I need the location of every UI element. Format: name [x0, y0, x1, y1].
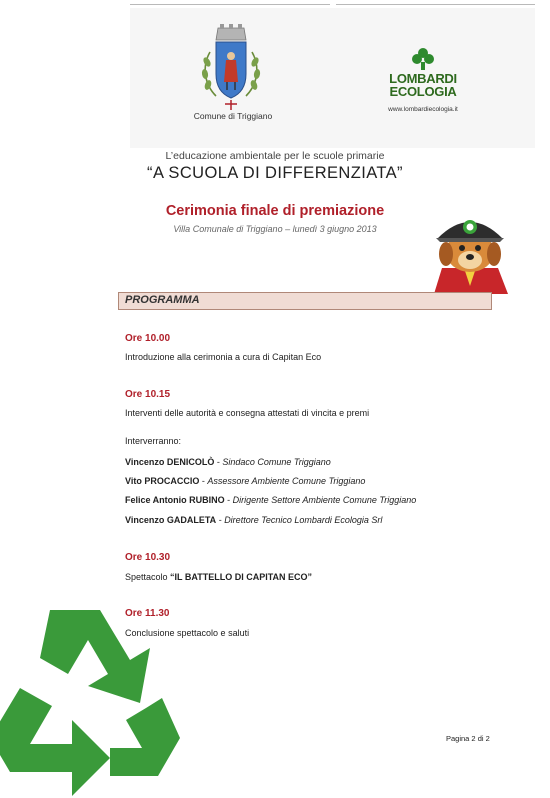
lombardi-logo-line2: ECOLOGIA [389, 84, 457, 99]
page-number: Pagina 2 di 2 [446, 734, 490, 743]
speakers-intro: Interverranno: [125, 436, 182, 446]
slot4-time: Ore 11.30 [125, 608, 170, 619]
slot1-time: Ore 10.00 [125, 333, 171, 344]
speaker-role: Dirigente Settore Ambiente Comune Triggiano [232, 495, 417, 505]
header-rule-left [130, 4, 330, 5]
speaker-role: Sindaco Comune Triggiano [222, 457, 331, 467]
slot2-text: Interventi delle autorità e consegna attestati di vincita e premi [125, 408, 370, 418]
slot2-time: Ore 10.15 [125, 389, 171, 400]
speaker-separator: - [224, 495, 233, 505]
slot1-text: Introduzione alla cerimonia a cura di Capitan Eco [125, 352, 322, 362]
speaker-row [125, 476, 365, 486]
speaker-name: Vincenzo DENICOLÒ [125, 457, 215, 467]
slot4-text: Conclusione spettacolo e saluti [125, 628, 250, 638]
speaker-role: Direttore Tecnico Lombardi Ecologia Srl [224, 515, 383, 525]
slot3-time: Ore 10.30 [125, 552, 171, 563]
lombardi-url: www.lombardiecologia.it [388, 106, 458, 113]
slot3-text [125, 572, 312, 582]
speaker-row [125, 495, 416, 505]
speaker-row [125, 515, 382, 525]
event-subtitle: Villa Comunale di Triggiano – lunedì 3 giugno 2013 [173, 224, 377, 234]
program-header-bar [118, 292, 492, 310]
slot3-prefix: Spettacolo [125, 572, 171, 582]
speaker-separator: - [199, 476, 208, 486]
lombardi-logo-text [388, 72, 458, 98]
speaker-name: Vincenzo GADALETA [125, 515, 217, 525]
intro-title: “A SCUOLA DI DIFFERENZIATA” [147, 164, 403, 182]
program-label: PROGRAMMA [125, 294, 200, 306]
speaker-separator: - [214, 457, 223, 467]
speaker-name: Vito PROCACCIO [125, 476, 200, 486]
speaker-role: Assessore Ambiente Comune Triggiano [207, 476, 366, 486]
event-title: Cerimonia finale di premiazione [165, 203, 385, 219]
capitan-eco-mascot-icon [424, 208, 516, 294]
municipal-crest-icon [196, 22, 266, 114]
speaker-row [125, 457, 331, 467]
speaker-separator: - [216, 515, 225, 525]
header-band [130, 8, 535, 148]
header-rule-right [336, 4, 535, 5]
show-title: “IL BATTELLO DI CAPITAN ECO” [170, 572, 313, 582]
intro-subtitle: L’educazione ambientale per le scuole primarie [165, 150, 385, 162]
speaker-name: Felice Antonio RUBINO [125, 495, 225, 505]
municipality-caption: Comune di Triggiano [193, 111, 273, 121]
recycle-icon [0, 598, 180, 798]
lombardi-logo-line1: LOMBARDI [389, 71, 457, 86]
